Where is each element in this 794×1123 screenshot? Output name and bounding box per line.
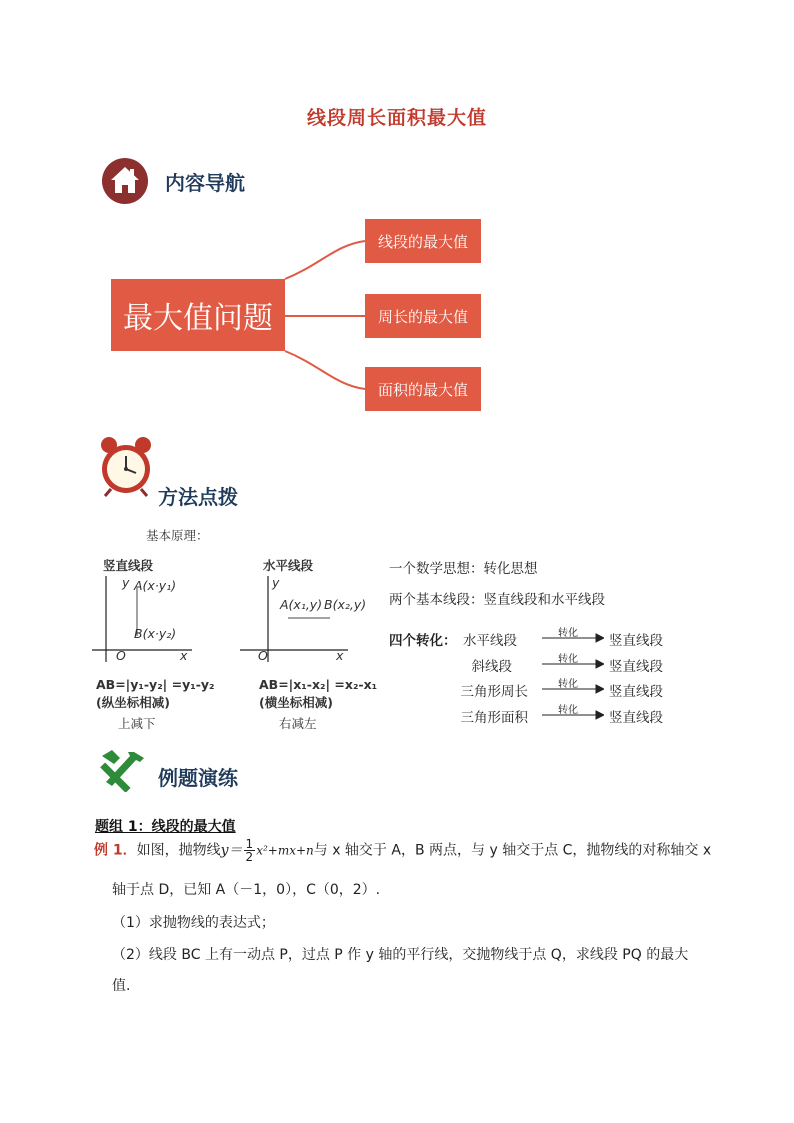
document-title: 线段周长面积最大值 — [306, 107, 487, 129]
mindmap-branch-segment: 线段的最大值 — [365, 219, 481, 263]
fraction-denominator: 2 — [245, 850, 254, 864]
conversion-to-4: 竖直线段 — [609, 710, 663, 726]
horizontal-origin: O — [258, 648, 268, 663]
example-1-question-2-cont: 值. — [112, 978, 131, 994]
conversion-to-1: 竖直线段 — [609, 633, 663, 649]
example-text-1: 与 x 轴交于 A，B 两点，与 y 轴交于点 C，抛物线的对称轴交 x — [313, 842, 712, 859]
horizontal-segment-title: 水平线段 — [263, 558, 314, 573]
principle-caption: 基本原理： — [146, 528, 209, 543]
conversion-arrow-label-4: 转化 — [558, 705, 578, 716]
fraction-numerator: 1 — [245, 837, 254, 851]
example-label: 例 1． — [94, 842, 137, 859]
mindmap-branch-area: 面积的最大值 — [365, 367, 481, 411]
horizontal-point-a: A(x₁,y) — [280, 597, 323, 612]
vertical-axis-y: y — [122, 575, 130, 590]
vertical-segment-title: 竖直线段 — [103, 558, 154, 573]
vertical-rule: 上减下 — [118, 716, 156, 731]
horizontal-axis-x: x — [336, 648, 344, 663]
section-heading-examples: 例题演练 — [158, 766, 238, 790]
idea-line-segments: 两个基本线段：竖直线段和水平线段 — [389, 592, 605, 608]
vertical-formula: AB=|y₁-y₂| =y₁-y₂ — [96, 677, 215, 692]
conversion-arrow-label-1: 转化 — [558, 628, 578, 639]
vertical-axis-x: x — [180, 648, 188, 663]
conversion-to-3: 竖直线段 — [609, 684, 663, 700]
conversions-label: 四个转化： — [389, 633, 457, 649]
conversion-arrow-label-3: 转化 — [558, 679, 578, 690]
vertical-note: (纵坐标相减) — [96, 695, 170, 710]
conversion-arrow-label-2: 转化 — [558, 654, 578, 665]
horizontal-point-b: B(x₂,y) — [324, 597, 367, 612]
vertical-point-a: A(x·y₁) — [134, 578, 177, 593]
example-1-question-1: （1）求抛物线的表达式； — [112, 915, 275, 931]
horizontal-axis-y: y — [272, 575, 280, 590]
idea-line-thinking: 一个数学思想：转化思想 — [389, 561, 538, 577]
example-1-line-1 — [94, 838, 714, 863]
horizontal-note: (横坐标相减) — [259, 695, 333, 710]
mindmap-root: 最大值问题 — [111, 279, 285, 351]
section-heading-nav: 内容导航 — [165, 171, 245, 195]
equation-lhs: y＝ — [220, 842, 243, 859]
vertical-point-b: B(x·y₂) — [134, 626, 177, 641]
example-1-line-2: 轴于点 D，已知 A（－1，0），C（0，2）. — [112, 882, 381, 898]
horizontal-formula: AB=|x₁-x₂| =x₂-x₁ — [259, 677, 378, 692]
equation-rhs: x²+mx+n — [256, 843, 314, 858]
section-heading-method: 方法点拨 — [158, 485, 238, 509]
example-intro: 如图，抛物线 — [136, 842, 221, 859]
conversion-to-2: 竖直线段 — [609, 659, 663, 675]
question-group-title: 题组 1：线段的最大值 — [95, 819, 236, 835]
example-1-question-2: （2）线段 BC 上有一动点 P，过点 P 作 y 轴的平行线，交抛物线于点 Q，求线段 PQ 的最大 — [112, 947, 689, 963]
conversion-from-oblique: 斜线段 — [471, 659, 512, 675]
conversion-from-perimeter: 三角形周长 — [460, 684, 528, 700]
mindmap-branch-perimeter: 周长的最大值 — [365, 294, 481, 338]
tools-icon — [98, 748, 148, 792]
horizontal-rule: 右减左 — [279, 716, 317, 731]
conversion-from-area: 三角形面积 — [460, 710, 528, 726]
conversion-from-horizontal: 水平线段 — [463, 633, 517, 649]
alarm-clock-icon — [97, 435, 155, 497]
equation-fraction — [244, 838, 256, 863]
vertical-origin: O — [116, 648, 126, 663]
